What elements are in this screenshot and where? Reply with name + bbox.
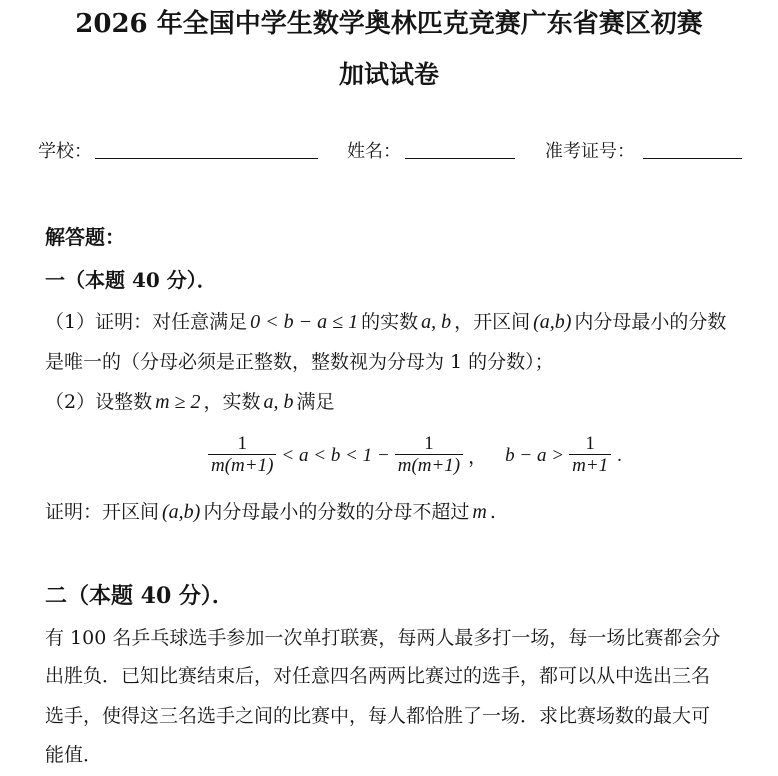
math-segment: m ≥ 2 — [155, 391, 201, 413]
problem1-formula — [205, 434, 622, 477]
school-blank-line — [95, 158, 318, 159]
math-segment: a, b — [263, 391, 294, 413]
name-blank-line — [405, 158, 515, 159]
name-label: 姓名： — [347, 141, 401, 162]
text-segment: 内分母最小的分数 — [574, 311, 727, 333]
fraction-denominator: m(m+1) — [395, 454, 463, 477]
problem2-line: 有 100 名乒乓球选手参加一次单打联赛，每两人最多打一场，每一场比赛都会分 — [45, 627, 721, 649]
exam-id-label: 准考证号： — [545, 141, 635, 162]
exam-id-blank-line — [643, 158, 742, 159]
text-segment: ，实数 — [203, 391, 261, 413]
fraction — [395, 434, 463, 477]
text-segment: . — [489, 501, 496, 523]
fraction-numerator: 1 — [424, 433, 434, 454]
fraction-numerator: 1 — [585, 433, 595, 454]
text-segment: （1）证明：对任意满足 — [45, 311, 248, 333]
text-segment: 的实数 — [361, 311, 419, 333]
text-segment: 内分母最小的分数的分母不超过 — [203, 501, 470, 523]
section-heading: 解答题： — [45, 225, 125, 249]
problem1-line1 — [45, 310, 726, 334]
text-segment: 证明：开区间 — [45, 501, 160, 523]
fraction — [569, 434, 611, 477]
math-segment: 0 < b − a ≤ 1 — [250, 311, 359, 333]
formula-relation: < a < b < 1 − — [281, 444, 390, 466]
math-segment: (a,b) — [533, 311, 572, 333]
problem2-line: 能值． — [45, 744, 103, 766]
fraction — [208, 434, 276, 477]
math-segment: m — [472, 501, 487, 523]
math-segment: (a,b) — [162, 501, 201, 523]
problem1-line3 — [45, 390, 335, 414]
problem2-line: 出胜负．已知比赛结束后，对任意四名两两比赛过的选手，都可以从中选出三名 — [45, 665, 711, 687]
formula-separator: ， — [468, 446, 488, 468]
fraction-denominator: m+1 — [569, 454, 611, 477]
problem2-line: 选手，使得这三名选手之间的比赛中，每人都恰胜了一场．求比赛场数的最大可 — [45, 705, 711, 727]
text-segment: ，开区间 — [454, 311, 531, 333]
text-segment: 满足 — [296, 391, 335, 413]
text-segment: （2）设整数 — [45, 391, 153, 413]
problem2-heading: 二（本题 40 分）． — [45, 583, 234, 609]
problem1-heading: 一（本题 40 分）． — [45, 268, 217, 292]
fraction-numerator: 1 — [237, 433, 247, 454]
problem1-line2: 是唯一的（分母必须是正整数，整数视为分母为 1 的分数）； — [45, 351, 554, 373]
fraction-denominator: m(m+1) — [208, 454, 276, 477]
formula-end: . — [617, 444, 622, 466]
formula-relation: b − a > — [505, 444, 565, 466]
school-label: 学校： — [38, 141, 92, 162]
exam-title: 2026 年全国中学生数学奥林匹克竞赛广东省赛区初赛 — [75, 9, 703, 39]
problem1-line4 — [45, 500, 496, 524]
exam-subtitle: 加试试卷 — [338, 60, 439, 89]
math-segment: a, b — [421, 311, 452, 333]
